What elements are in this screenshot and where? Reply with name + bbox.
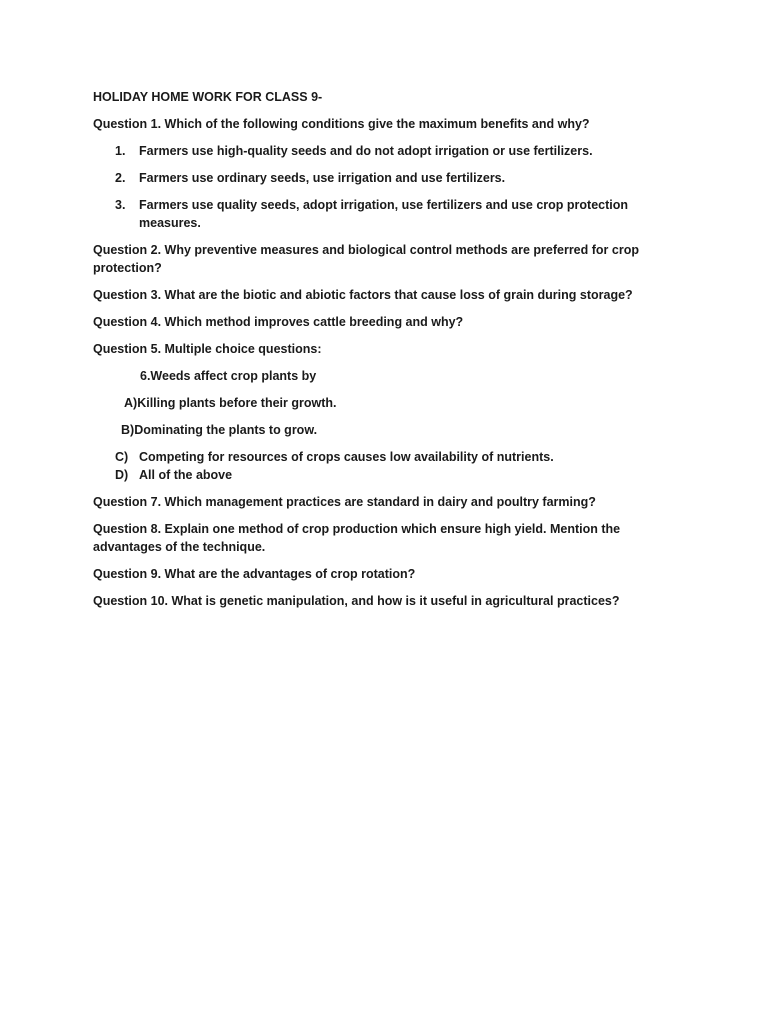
- option-text: All of the above: [139, 468, 233, 482]
- question-3: Question 3. What are the biotic and abiotic factors that cause loss of grain during storage?: [93, 288, 633, 302]
- question-6-option-a: A)Killing plants before their growth.: [124, 396, 337, 410]
- option-text: Farmers use ordinary seeds, use irrigation and use fertilizers.: [139, 171, 506, 185]
- option-number: 3.: [115, 198, 126, 212]
- option-number: 1.: [115, 144, 126, 158]
- option-text: Farmers use quality seeds, adopt irrigation, use fertilizers and use crop protection measures.: [139, 198, 629, 230]
- question-6-option-c: [93, 448, 653, 466]
- option-letter: C): [115, 450, 129, 464]
- question-7: Question 7. Which management practices are standard in dairy and poultry farming?: [93, 495, 596, 509]
- question-1-options: [93, 142, 653, 232]
- question-2: Question 2. Why preventive measures and biological control methods are preferred for crop protection?: [93, 243, 639, 275]
- question-1-option-1: [93, 142, 653, 160]
- question-6: 6.Weeds affect crop plants by: [140, 369, 317, 383]
- question-1-option-3: [93, 196, 653, 232]
- question-6-option-d: [93, 466, 653, 484]
- option-text: Farmers use high-quality seeds and do not adopt irrigation or use fertilizers.: [139, 144, 593, 158]
- option-number: 2.: [115, 171, 126, 185]
- question-1-option-2: [93, 169, 653, 187]
- question-1: Question 1. Which of the following conditions give the maximum benefits and why?: [93, 117, 590, 131]
- option-text: Competing for resources of crops causes low availability of nutrients.: [139, 450, 554, 464]
- question-10: Question 10. What is genetic manipulation, and how is it useful in agricultural practices?: [93, 594, 620, 608]
- question-6-more-options: [93, 448, 653, 484]
- option-letter: D): [115, 468, 129, 482]
- question-4: Question 4. Which method improves cattle breeding and why?: [93, 315, 464, 329]
- question-8: Question 8. Explain one method of crop production which ensure high yield. Mention the advantages of the technique.: [93, 522, 621, 554]
- document-title: HOLIDAY HOME WORK FOR CLASS 9-: [93, 90, 323, 104]
- question-9: Question 9. What are the advantages of crop rotation?: [93, 567, 416, 581]
- question-6-option-b: B)Dominating the plants to grow.: [121, 423, 318, 437]
- document-page: [93, 88, 653, 619]
- question-5: Question 5. Multiple choice questions:: [93, 342, 322, 356]
